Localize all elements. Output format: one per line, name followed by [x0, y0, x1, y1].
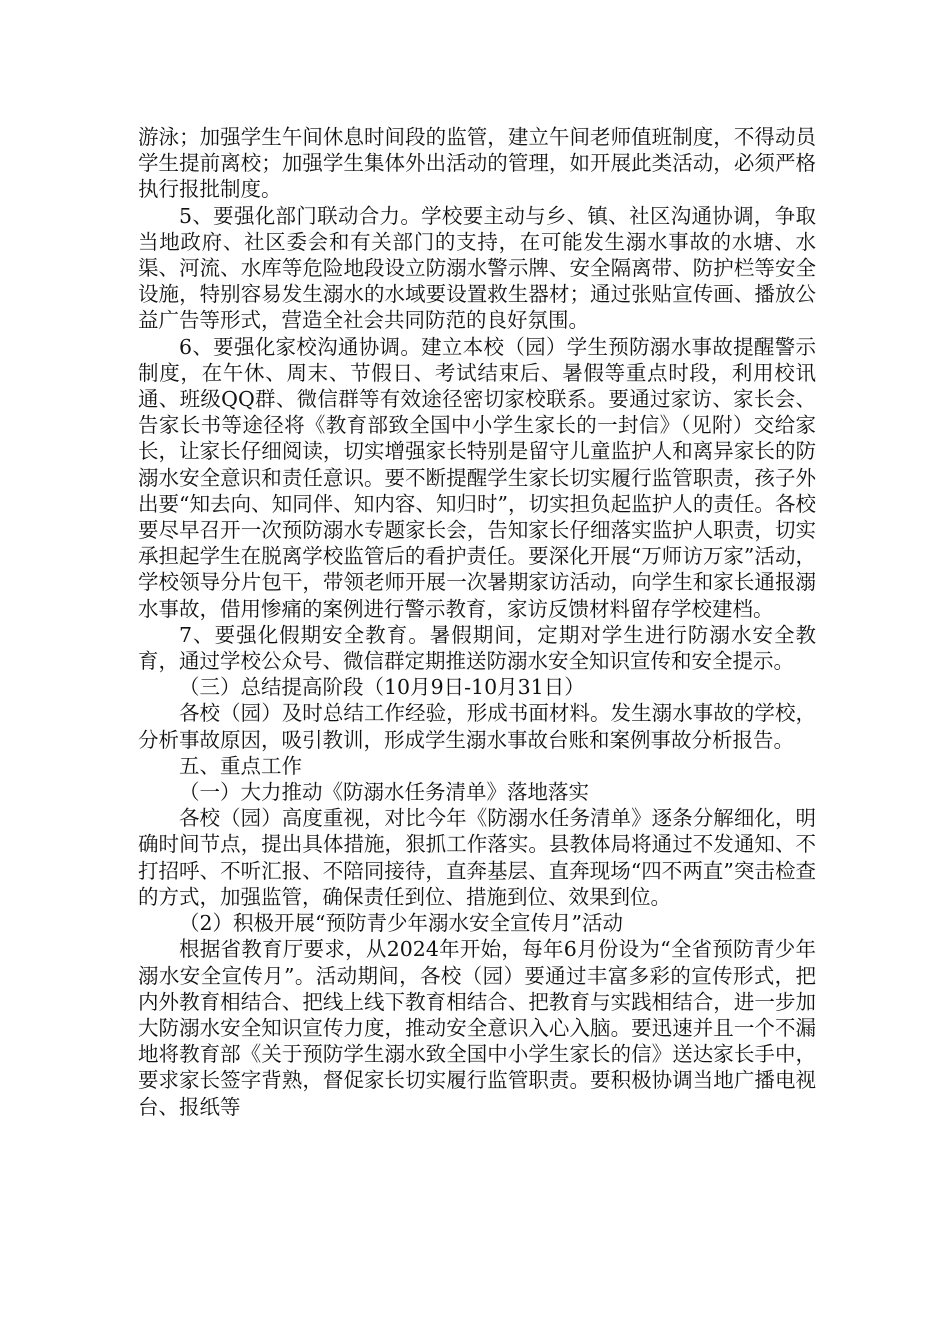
- paragraph-2: 5、要强化部门联动合力。学校要主动与乡、镇、社区沟通协调，争取当地政府、社区委会和有关部门的支持，在可能发生溺水事故的水塘、水渠、河流、水库等危险地段设立防溺水警示牌、安全隔离带、防护栏等安全设施，特别容易发生溺水的水域要设置救生器材；通过张贴宣传画、播放公益广告等形式，营造全社会共同防范的良好氛围。: [138, 203, 816, 333]
- paragraph-4: 7、要强化假期安全教育。暑假期间，定期对学生进行防溺水安全教育，通过学校公众号、微信群定期推送防溺水安全知识宣传和安全提示。: [138, 622, 816, 674]
- subsection-heading-2: （2）积极开展“预防青少年溺水安全宣传月”活动: [179, 911, 624, 936]
- paragraph-5: 各校（园）及时总结工作经验，形成书面材料。发生溺水事故的学校，分析事故原因，吸引教训，形成学生溺水事故台账和案例事故分析报告。: [138, 701, 816, 752]
- document-page: [138, 124, 816, 1120]
- section-heading-summary: （三）总结提高阶段（10月9日-10月31日）: [179, 675, 585, 700]
- section-heading-key-work: 五、重点工作: [179, 753, 302, 778]
- paragraph-7: 根据省教育厅要求，从2024年开始，每年6月份设为“全省预防青少年溺水安全宣传月”。活动期间，各校（园）要通过丰富多彩的宣传形式，把内外教育相结合、把线上线下教育相结合、把教育与实践相结合，进一步加大防溺水安全知识宣传力度，推动安全意识入心入脑。要迅速并且一个不漏地将教育部《关于预防学生溺水致全国中小学生家长的信》送达家长手中，要求家长签字背熟，督促家长切实履行监管职责。要积极协调当地广播电视台、报纸等: [138, 937, 816, 1119]
- paragraph-6: 各校（园）高度重视，对比今年《防溺水任务清单》逐条分解细化，明确时间节点，提出具体措施，狠抓工作落实。县教体局将通过不发通知、不打招呼、不听汇报、不陪同接待，直奔基层、直奔现场“四不两直”突击检查的方式，加强监管，确保责任到位、措施到位、效果到位。: [138, 806, 816, 909]
- paragraph-3: 6、要强化家校沟通协调。建立本校（园）学生预防溺水事故提醒警示制度，在午休、周末、节假日、考试结束后、暑假等重点时段，利用校讯通、班级QQ群、微信群等有效途径密切家校联系。要通过家访、家长会、告家长书等途径将《教育部致全国中小学生家长的一封信》（见附）交给家长，让家长仔细阅读，切实增强家长特别是留守儿童监护人和离异家长的防溺水安全意识和责任意识。要不断提醒学生家长切实履行监管职责，孩子外出要“知去向、知同伴、知内容、知归时”，切实担负起监护人的责任。各校要尽早召开一次预防溺水专题家长会，告知家长仔细落实监护人职责，切实承担起学生在脱离学校监管后的看护责任。要深化开展“万师访万家”活动，学校领导分片包干，带领老师开展一次暑期家访活动，向学生和家长通报溺水事故，借用惨痛的案例进行警示教育，家访反馈材料留存学校建档。: [138, 334, 816, 621]
- subsection-heading-1: （一）大力推动《防溺水任务清单》落地落实: [179, 780, 589, 805]
- paragraph-1: 游泳；加强学生午间休息时间段的监管，建立午间老师值班制度，不得动员学生提前离校；加强学生集体外出活动的管理，如开展此类活动，必须严格执行报批制度。: [138, 125, 816, 202]
